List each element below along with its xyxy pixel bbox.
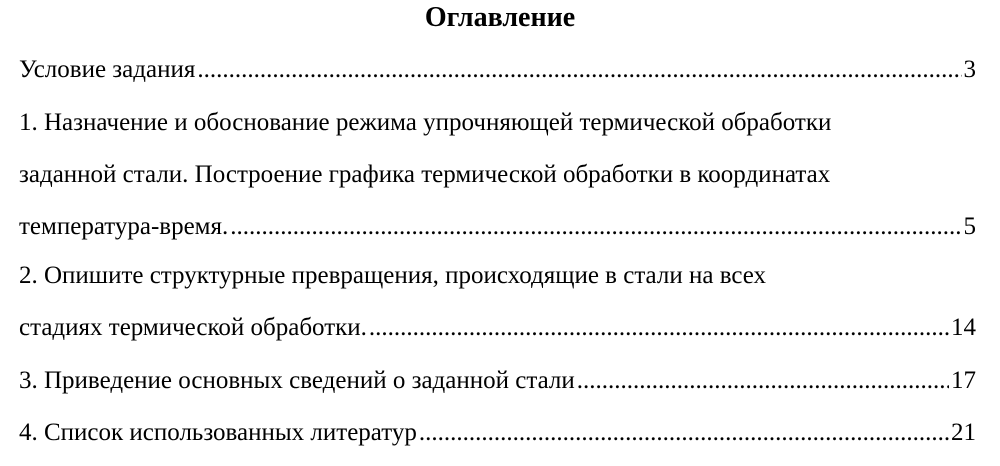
toc-entry-line xyxy=(19,201,976,253)
toc-entry-line xyxy=(19,407,976,459)
toc-entry-label: 3. Приведение основных сведений о заданной стали xyxy=(19,367,575,394)
toc-page-number: 5 xyxy=(963,213,976,240)
toc-page-number: 17 xyxy=(951,367,976,394)
dot-leader xyxy=(577,355,949,407)
toc-entry-label: температура-время. xyxy=(19,213,229,240)
toc-entry-line xyxy=(19,302,976,354)
dot-leader xyxy=(230,201,961,253)
toc-entry-line: 1. Назначение и обоснование режима упрочняющей термической обработки xyxy=(19,109,832,136)
toc-entry-line: 2. Опишите структурные превращения, происходящие в стали на всех xyxy=(19,262,767,289)
toc-page-number: 21 xyxy=(951,419,976,446)
toc-entry-section-1[interactable] xyxy=(19,97,976,253)
toc-entry-label: Условие задания xyxy=(19,56,196,83)
toc-page-number: 14 xyxy=(951,314,976,341)
dot-leader xyxy=(197,44,961,96)
dot-leader xyxy=(369,302,949,354)
toc-title: Оглавление xyxy=(424,2,576,33)
toc-entry-section-3[interactable] xyxy=(19,355,976,407)
toc-entry-line: заданной стали. Построение графика термической обработки в координатах xyxy=(19,161,831,188)
dot-leader xyxy=(419,407,949,459)
toc-entry-conditions[interactable] xyxy=(19,44,976,96)
toc-entry-line xyxy=(19,44,976,96)
toc-entry-line xyxy=(19,355,976,407)
toc-entry-section-2[interactable] xyxy=(19,250,976,354)
toc-page-number: 3 xyxy=(963,56,976,83)
toc-entry-label: стадиях термической обработки. xyxy=(19,314,367,341)
toc-entry-label: 4. Список использованных литератур xyxy=(19,419,417,446)
toc-entry-section-4[interactable] xyxy=(19,407,976,459)
